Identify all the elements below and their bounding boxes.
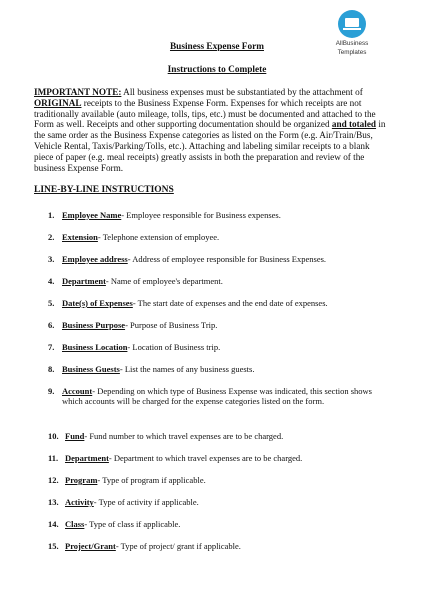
item-label: Department xyxy=(65,453,109,463)
item-text: - Fund number to which travel expenses are to be charged. xyxy=(84,431,284,441)
item-text: - Name of employee's department. xyxy=(105,276,223,286)
item-label: Activity xyxy=(65,497,94,507)
item-text: - Type of project/ grant if applicable. xyxy=(115,541,241,551)
item-label: Account xyxy=(62,386,93,396)
logo-text-line2: Templates xyxy=(337,49,367,56)
item-text: - List the names of any business guests. xyxy=(119,364,255,374)
item-label: Program xyxy=(65,475,98,485)
instruction-item-5 xyxy=(48,298,388,308)
item-number: 9. xyxy=(48,386,55,396)
note-original: ORIGINAL xyxy=(34,97,82,108)
item-text: - Type of program if applicable. xyxy=(97,475,206,485)
document-title: Business Expense Form xyxy=(169,42,264,52)
note-and-totaled: and totaled xyxy=(331,119,377,130)
logo-text-line1: AllBusiness xyxy=(335,40,369,47)
item-text: - Type of class if applicable. xyxy=(84,519,181,529)
item-label: Fund xyxy=(65,431,85,441)
item-number: 13. xyxy=(48,497,59,507)
instruction-item-14 xyxy=(48,519,388,529)
item-label: Business Location xyxy=(62,342,128,352)
instruction-item-1 xyxy=(48,210,388,220)
instruction-item-12 xyxy=(48,475,388,485)
instruction-item-8 xyxy=(48,364,388,374)
item-number: 7. xyxy=(48,342,55,352)
item-text: - Department to which travel expenses are to be charged. xyxy=(108,453,303,463)
laptop-icon xyxy=(338,10,366,38)
note-text-3: in the same order as the Business Expense categories as listed on the Form (e.g. Air/Train/Bus, Vehicle Rental, Taxis/Parking/Tolls, etc.). Attaching and labeling similar receipts to a blank piece of paper (e.g. meal receipts) greatly assists in both the preparation and review of the business Expense Form. xyxy=(34,119,386,173)
item-number: 1. xyxy=(48,210,55,220)
item-text: - Address of employee responsible for Business Expenses. xyxy=(127,254,327,264)
note-text-2: receipts to the Business Expense Form. Expenses for which receipts are not traditionally available (auto mileage, tolls, tips, etc.) must be documented and attached to the Form as well. Receipts and other supporting documentation should be organized xyxy=(34,97,376,130)
item-label: Class xyxy=(65,519,85,529)
instruction-item-9 xyxy=(48,386,388,407)
item-label: Extension xyxy=(62,232,98,242)
item-number: 2. xyxy=(48,232,55,242)
item-label: Business Guests xyxy=(62,364,120,374)
instruction-item-7 xyxy=(48,342,388,352)
document-subtitle: Instructions to Complete xyxy=(167,65,267,75)
section-heading: LINE-BY-LINE INSTRUCTIONS xyxy=(34,185,174,195)
item-text: - Purpose of Business Trip. xyxy=(125,320,218,330)
instruction-item-2 xyxy=(48,232,388,242)
instruction-item-11 xyxy=(48,453,388,463)
item-label: Project/Grant xyxy=(65,541,116,551)
item-label: Department xyxy=(62,276,106,286)
item-label: Business Purpose xyxy=(62,320,126,330)
item-text: - Type of activity if applicable. xyxy=(93,497,199,507)
item-label: Employee Name xyxy=(62,210,122,220)
important-note-lead: IMPORTANT NOTE: xyxy=(34,87,122,97)
note-text-1: All business expenses must be substantiated by the attachment of xyxy=(121,87,363,97)
item-label: Employee address xyxy=(62,254,128,264)
instruction-item-13 xyxy=(48,497,388,507)
item-number: 15. xyxy=(48,541,59,551)
item-text: - Employee responsible for Business expenses. xyxy=(121,210,281,220)
item-number: 3. xyxy=(48,254,55,264)
item-number: 8. xyxy=(48,364,55,374)
important-note xyxy=(34,87,386,173)
item-label: Date(s) of Expenses xyxy=(62,298,133,308)
item-number: 6. xyxy=(48,320,55,330)
instruction-item-10 xyxy=(48,431,388,441)
item-text: - Depending on which type of Business Expense was indicated, this section shows which accounts will be charged for the expense categories listed on the form. xyxy=(62,386,372,407)
item-text: - Telephone extension of employee. xyxy=(97,232,220,242)
instruction-item-3 xyxy=(48,254,388,264)
instruction-item-4 xyxy=(48,276,388,286)
instruction-item-15 xyxy=(48,541,388,551)
item-number: 11. xyxy=(48,453,59,463)
item-number: 5. xyxy=(48,298,55,308)
item-text: - The start date of expenses and the end date of expenses. xyxy=(132,298,328,308)
instruction-item-6 xyxy=(48,320,388,330)
item-number: 14. xyxy=(48,519,59,529)
item-number: 10. xyxy=(48,431,59,441)
item-number: 4. xyxy=(48,276,55,286)
item-number: 12. xyxy=(48,475,59,485)
item-text: - Location of Business trip. xyxy=(127,342,221,352)
